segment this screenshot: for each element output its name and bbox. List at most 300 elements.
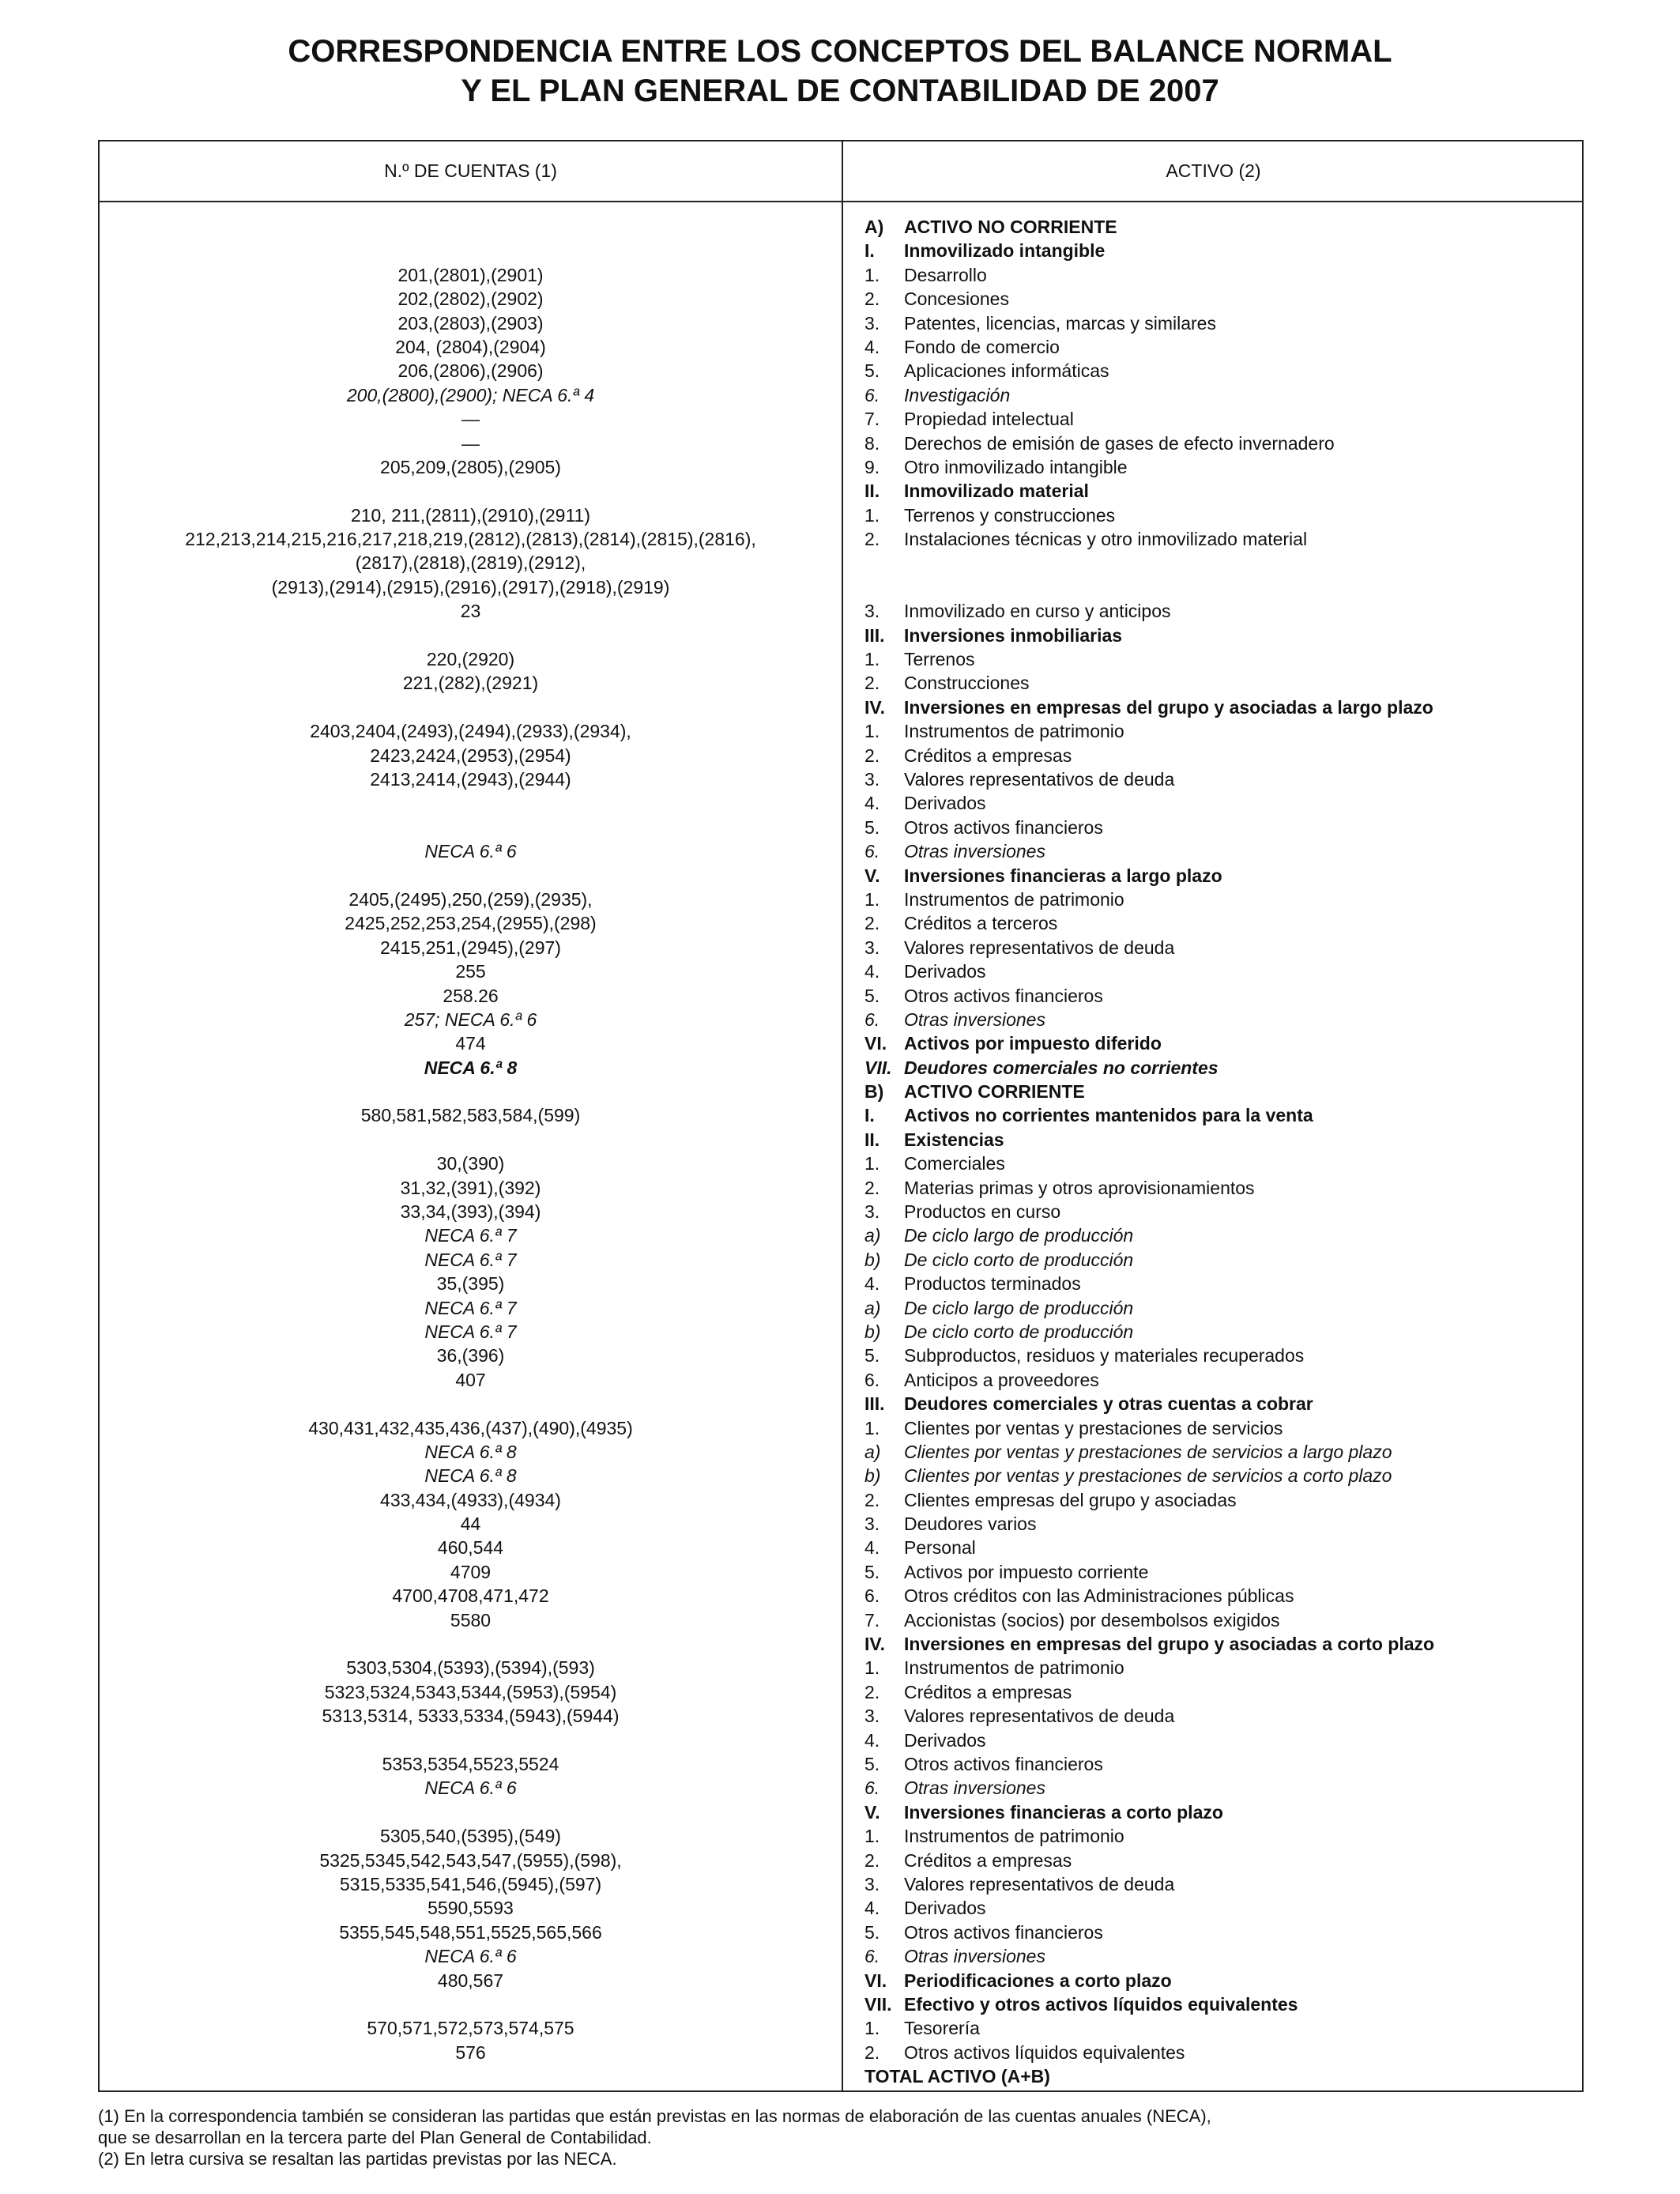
account-codes: — bbox=[461, 432, 480, 454]
item-label: Créditos a empresas bbox=[904, 1681, 1072, 1702]
footnote-line: que se desarrollan en la tercera parte del Plan General de Contabilidad. bbox=[98, 2128, 652, 2147]
table-row bbox=[100, 1632, 1582, 1656]
account-codes: 570,571,572,573,574,575 bbox=[367, 2018, 574, 2039]
table-row bbox=[100, 1512, 1582, 1536]
table-row bbox=[100, 1392, 1582, 1416]
table-row bbox=[100, 1103, 1582, 1127]
item-number: 1. bbox=[864, 504, 880, 526]
table-row bbox=[100, 1056, 1582, 1080]
item-label: ACTIVO CORRIENTE bbox=[904, 1081, 1085, 1103]
item-number: 8. bbox=[864, 432, 880, 454]
account-codes: 212,213,214,215,216,217,218,219,(2812),(2813),(2814),(2815),(2816), bbox=[185, 529, 756, 550]
table-row bbox=[100, 624, 1582, 647]
item-number: VII. bbox=[864, 1993, 892, 2015]
table-row bbox=[100, 1176, 1582, 1200]
table-row bbox=[100, 575, 1582, 599]
table-row bbox=[100, 383, 1582, 407]
account-codes: 33,34,(393),(394) bbox=[400, 1201, 541, 1223]
table-row bbox=[100, 1921, 1582, 1944]
accounts-column-header: N.º DE CUENTAS (1) bbox=[384, 160, 557, 181]
item-number: b) bbox=[864, 1465, 881, 1487]
item-number: 2. bbox=[864, 1849, 880, 1871]
item-label: Concesiones bbox=[904, 288, 1009, 310]
item-label: Aplicaciones informáticas bbox=[904, 360, 1109, 382]
table-row bbox=[100, 1416, 1582, 1440]
item-label: Desarrollo bbox=[904, 264, 987, 285]
account-codes: 433,434,(4933),(4934) bbox=[380, 1489, 561, 1510]
table-row bbox=[100, 1488, 1582, 1512]
total-label: TOTAL ACTIVO (A+B) bbox=[864, 2066, 1050, 2087]
table-row bbox=[100, 1560, 1582, 1584]
item-label: Tesorería bbox=[904, 2018, 980, 2039]
item-number: I. bbox=[864, 240, 875, 262]
table-row bbox=[100, 1296, 1582, 1320]
item-label: Otros activos financieros bbox=[904, 1754, 1103, 1774]
table-row bbox=[100, 503, 1582, 527]
item-number: 1. bbox=[864, 721, 880, 742]
account-codes: NECA 6.ª 7 bbox=[424, 1225, 517, 1246]
item-label: De ciclo largo de producción bbox=[904, 1297, 1134, 1318]
table-row bbox=[100, 1969, 1582, 1992]
item-label: Inversiones financieras a corto plazo bbox=[904, 1801, 1223, 1823]
account-codes: NECA 6.ª 7 bbox=[424, 1249, 517, 1270]
item-number: 6. bbox=[864, 841, 880, 862]
table-row bbox=[100, 599, 1582, 623]
item-number: 6. bbox=[864, 1777, 880, 1799]
item-number: 2. bbox=[864, 673, 880, 694]
item-label: Instrumentos de patrimonio bbox=[904, 1826, 1124, 1847]
item-label: Inversiones en empresas del grupo y asociadas a largo plazo bbox=[904, 696, 1433, 718]
table-row bbox=[100, 527, 1582, 551]
item-label: Inmovilizado material bbox=[904, 481, 1089, 502]
item-number: 1. bbox=[864, 264, 880, 285]
item-number: a) bbox=[864, 1225, 881, 1246]
item-number: B) bbox=[864, 1081, 884, 1103]
table-row bbox=[100, 1776, 1582, 1800]
table-row bbox=[100, 359, 1582, 383]
item-label: Derechos de emisión de gases de efecto invernadero bbox=[904, 432, 1335, 454]
item-number: 5. bbox=[864, 985, 880, 1006]
table-row bbox=[100, 1223, 1582, 1247]
item-label: Existencias bbox=[904, 1129, 1004, 1150]
account-codes: 2405,(2495),250,(259),(2935), bbox=[348, 888, 593, 910]
item-number: 5. bbox=[864, 816, 880, 838]
account-codes: 407 bbox=[455, 1369, 486, 1390]
item-number: a) bbox=[864, 1441, 881, 1462]
item-number: 2. bbox=[864, 1177, 880, 1198]
table-row bbox=[100, 479, 1582, 503]
account-codes: 4700,4708,471,472 bbox=[392, 1585, 549, 1607]
item-number: 3. bbox=[864, 1514, 880, 1535]
item-label: Otros activos financieros bbox=[904, 1921, 1103, 1943]
account-codes: 210, 211,(2811),(2910),(2911) bbox=[350, 504, 591, 526]
account-codes: 44 bbox=[460, 1514, 481, 1535]
item-label: Periodificaciones a corto plazo bbox=[904, 1970, 1172, 1991]
item-number: 2. bbox=[864, 745, 880, 766]
account-codes: (2913),(2914),(2915),(2916),(2917),(2918),(2919) bbox=[271, 576, 670, 598]
item-number: 2. bbox=[864, 1489, 880, 1510]
table-row bbox=[100, 2041, 1582, 2064]
item-label: ACTIVO NO CORRIENTE bbox=[904, 217, 1117, 237]
item-label: Activos no corrientes mantenidos para la venta bbox=[904, 1105, 1313, 1126]
item-label: Otro inmovilizado intangible bbox=[904, 456, 1128, 477]
table-row bbox=[100, 1944, 1582, 1968]
item-number: 6. bbox=[864, 1585, 880, 1607]
table-row bbox=[100, 791, 1582, 815]
page-title bbox=[0, 32, 1680, 111]
item-number: 7. bbox=[864, 409, 880, 430]
table-row bbox=[100, 311, 1582, 335]
table-row bbox=[100, 432, 1582, 455]
table-row bbox=[100, 647, 1582, 671]
item-label: Otros créditos con las Administraciones públicas bbox=[904, 1585, 1294, 1607]
item-number: 1. bbox=[864, 2018, 880, 2039]
account-codes: 2403,2404,(2493),(2494),(2933),(2934), bbox=[310, 721, 631, 742]
account-codes: 221,(282),(2921) bbox=[402, 673, 539, 694]
item-label: Comerciales bbox=[904, 1153, 1005, 1174]
table-row bbox=[100, 1728, 1582, 1752]
table-row bbox=[100, 263, 1582, 287]
total-row bbox=[100, 2064, 1582, 2088]
item-number: 4. bbox=[864, 961, 880, 982]
account-codes: 430,431,432,435,436,(437),(490),(4935) bbox=[308, 1417, 633, 1438]
account-codes: NECA 6.ª 7 bbox=[424, 1297, 517, 1318]
item-number: 2. bbox=[864, 288, 880, 310]
table-row bbox=[100, 936, 1582, 959]
item-label: Propiedad intelectual bbox=[904, 409, 1074, 430]
table-row bbox=[100, 1656, 1582, 1679]
table-row bbox=[100, 1344, 1582, 1367]
table-row bbox=[100, 1440, 1582, 1464]
account-codes: 206,(2806),(2906) bbox=[397, 360, 544, 382]
footnote-line: (2) En letra cursiva se resaltan las partidas previstas por las NECA. bbox=[98, 2149, 617, 2169]
header-divider bbox=[100, 201, 1582, 202]
table-row bbox=[100, 1992, 1582, 2016]
item-number: 2. bbox=[864, 913, 880, 934]
account-codes: NECA 6.ª 6 bbox=[424, 1946, 517, 1967]
table-row bbox=[100, 1368, 1582, 1392]
item-number: 9. bbox=[864, 456, 880, 477]
account-codes: 2425,252,253,254,(2955),(298) bbox=[345, 913, 597, 934]
item-label: Deudores varios bbox=[904, 1514, 1037, 1535]
table-row bbox=[100, 1680, 1582, 1704]
account-codes: 2415,251,(2945),(297) bbox=[380, 937, 561, 958]
item-number: 1. bbox=[864, 1153, 880, 1174]
item-label: De ciclo corto de producción bbox=[904, 1321, 1134, 1342]
account-codes: 5303,5304,(5393),(5394),(593) bbox=[346, 1657, 595, 1679]
table-row bbox=[100, 1704, 1582, 1728]
item-number: III. bbox=[864, 624, 885, 646]
item-label: De ciclo largo de producción bbox=[904, 1225, 1134, 1246]
item-number: 6. bbox=[864, 384, 880, 405]
item-number: 5. bbox=[864, 1345, 880, 1367]
account-codes: 204, (2804),(2904) bbox=[395, 336, 546, 357]
item-number: 4. bbox=[864, 336, 880, 357]
table-row bbox=[100, 1248, 1582, 1272]
account-codes: NECA 6.ª 8 bbox=[424, 1441, 517, 1462]
account-codes: 31,32,(391),(392) bbox=[400, 1177, 541, 1198]
account-codes: 5325,5345,542,543,547,(5955),(598), bbox=[319, 1849, 622, 1871]
table-body bbox=[100, 215, 1582, 2088]
table-row bbox=[100, 1200, 1582, 1223]
item-label: De ciclo corto de producción bbox=[904, 1249, 1134, 1270]
item-number: II. bbox=[864, 481, 880, 502]
item-number: IV. bbox=[864, 1634, 886, 1655]
account-codes: 202,(2802),(2902) bbox=[397, 288, 544, 310]
item-label: Créditos a empresas bbox=[904, 745, 1072, 766]
item-label: Valores representativos de deuda bbox=[904, 937, 1175, 958]
title-line-1: CORRESPONDENCIA ENTRE LOS CONCEPTOS DEL BALANCE NORMAL bbox=[288, 34, 1392, 69]
item-number: VI. bbox=[864, 1033, 887, 1054]
item-number: 2. bbox=[864, 529, 880, 550]
item-number: 4. bbox=[864, 793, 880, 814]
table-row bbox=[100, 215, 1582, 239]
item-label: Otros activos líquidos equivalentes bbox=[904, 2041, 1185, 2063]
table-row bbox=[100, 335, 1582, 359]
item-label: Otras inversiones bbox=[904, 1008, 1045, 1030]
item-label: Derivados bbox=[904, 961, 986, 982]
item-label: Otras inversiones bbox=[904, 841, 1045, 862]
item-number: 1. bbox=[864, 1826, 880, 1847]
item-label: Clientes por ventas y prestaciones de servicios bbox=[904, 1417, 1283, 1438]
item-label: Inversiones financieras a largo plazo bbox=[904, 865, 1222, 886]
item-number: 4. bbox=[864, 1273, 880, 1295]
table-row bbox=[100, 1536, 1582, 1559]
table-row bbox=[100, 1608, 1582, 1632]
item-label: Subproductos, residuos y materiales recuperados bbox=[904, 1345, 1305, 1367]
account-codes: (2817),(2818),(2819),(2912), bbox=[355, 552, 586, 574]
item-number: 4. bbox=[864, 1537, 880, 1559]
table-row bbox=[100, 744, 1582, 767]
item-label: Clientes por ventas y prestaciones de servicios a largo plazo bbox=[904, 1441, 1392, 1462]
item-label: Inmovilizado intangible bbox=[904, 240, 1106, 262]
item-number: b) bbox=[864, 1249, 881, 1270]
item-number: 3. bbox=[864, 768, 880, 790]
item-number: 2. bbox=[864, 2041, 880, 2063]
item-label: Derivados bbox=[904, 1898, 986, 1919]
item-label: Deudores comerciales y otras cuentas a cobrar bbox=[904, 1393, 1313, 1415]
account-codes: 201,(2801),(2901) bbox=[397, 264, 544, 285]
item-number: V. bbox=[864, 865, 880, 886]
item-number: b) bbox=[864, 1321, 881, 1342]
table-row bbox=[100, 1152, 1582, 1175]
item-number: 2. bbox=[864, 1681, 880, 1702]
table-row bbox=[100, 1320, 1582, 1344]
item-label: Activos por impuesto diferido bbox=[904, 1033, 1162, 1054]
item-number: V. bbox=[864, 1801, 880, 1823]
item-label: Activos por impuesto corriente bbox=[904, 1561, 1149, 1582]
table-row bbox=[100, 287, 1582, 311]
item-number: 6. bbox=[864, 1946, 880, 1967]
item-label: Terrenos bbox=[904, 649, 975, 670]
footnotes bbox=[98, 2105, 1584, 2169]
title-line-2: Y EL PLAN GENERAL DE CONTABILIDAD DE 2007 bbox=[461, 74, 1219, 108]
item-label: Instrumentos de patrimonio bbox=[904, 721, 1124, 742]
item-label: Valores representativos de deuda bbox=[904, 1873, 1175, 1894]
table-row bbox=[100, 959, 1582, 983]
item-label: Efectivo y otros activos líquidos equivalentes bbox=[904, 1993, 1298, 2015]
item-number: VI. bbox=[864, 1970, 887, 1991]
item-label: Clientes empresas del grupo y asociadas bbox=[904, 1489, 1237, 1510]
table-row bbox=[100, 1800, 1582, 1824]
item-number: 4. bbox=[864, 1729, 880, 1751]
table-row bbox=[100, 2016, 1582, 2040]
table-row bbox=[100, 1080, 1582, 1103]
item-number: 3. bbox=[864, 312, 880, 334]
item-number: a) bbox=[864, 1297, 881, 1318]
item-number: I. bbox=[864, 1105, 875, 1126]
item-number: 5. bbox=[864, 360, 880, 382]
account-codes: — bbox=[461, 409, 480, 430]
item-number: 7. bbox=[864, 1609, 880, 1630]
item-number: 4. bbox=[864, 1898, 880, 1919]
account-codes: 258.26 bbox=[443, 985, 499, 1006]
item-number: VII. bbox=[864, 1057, 892, 1078]
item-label: Materias primas y otros aprovisionamientos bbox=[904, 1177, 1255, 1198]
account-codes: 203,(2803),(2903) bbox=[397, 312, 544, 334]
item-number: IV. bbox=[864, 696, 886, 718]
item-label: Instrumentos de patrimonio bbox=[904, 1657, 1124, 1679]
table-row bbox=[100, 1128, 1582, 1152]
account-codes: 5313,5314, 5333,5334,(5943),(5944) bbox=[322, 1706, 620, 1727]
item-number: 3. bbox=[864, 1706, 880, 1727]
table-row bbox=[100, 719, 1582, 743]
item-label: Clientes por ventas y prestaciones de servicios a corto plazo bbox=[904, 1465, 1392, 1487]
item-label: Productos terminados bbox=[904, 1273, 1081, 1295]
item-label: Otros activos financieros bbox=[904, 816, 1103, 838]
item-number: 5. bbox=[864, 1921, 880, 1943]
item-label: Derivados bbox=[904, 1729, 986, 1751]
account-codes: 5355,545,548,551,5525,565,566 bbox=[339, 1921, 602, 1943]
item-label: Accionistas (socios) por desembolsos exigidos bbox=[904, 1609, 1280, 1630]
item-label: Otras inversiones bbox=[904, 1946, 1045, 1967]
item-number: 6. bbox=[864, 1008, 880, 1030]
account-codes: 255 bbox=[455, 961, 486, 982]
account-codes: 480,567 bbox=[437, 1970, 504, 1991]
item-number: III. bbox=[864, 1393, 885, 1415]
account-codes: NECA 6.ª 8 bbox=[424, 1057, 518, 1078]
account-codes: 30,(390) bbox=[436, 1153, 505, 1174]
table-row bbox=[100, 696, 1582, 719]
account-codes: 5323,5324,5343,5344,(5953),(5954) bbox=[324, 1681, 617, 1702]
table-row bbox=[100, 1849, 1582, 1872]
account-codes: 205,209,(2805),(2905) bbox=[380, 456, 561, 477]
table-row bbox=[100, 1008, 1582, 1031]
table-row bbox=[100, 1464, 1582, 1487]
account-codes: 474 bbox=[455, 1033, 486, 1054]
table-row bbox=[100, 1272, 1582, 1295]
account-codes: 36,(396) bbox=[436, 1345, 505, 1367]
table-row bbox=[100, 767, 1582, 791]
item-label: Otros activos financieros bbox=[904, 985, 1103, 1006]
item-number: 3. bbox=[864, 1873, 880, 1894]
table-row bbox=[100, 1824, 1582, 1848]
item-label: Personal bbox=[904, 1537, 976, 1559]
account-codes: 23 bbox=[460, 601, 481, 622]
account-codes: 35,(395) bbox=[436, 1273, 505, 1295]
item-number: II. bbox=[864, 1129, 880, 1150]
table-row bbox=[100, 1896, 1582, 1920]
account-codes: NECA 6.ª 6 bbox=[424, 841, 517, 862]
item-number: 1. bbox=[864, 649, 880, 670]
item-number: A) bbox=[864, 217, 884, 237]
item-number: 6. bbox=[864, 1369, 880, 1390]
account-codes: 576 bbox=[455, 2041, 486, 2063]
table-row bbox=[100, 1584, 1582, 1608]
item-number: 1. bbox=[864, 888, 880, 910]
item-label: Valores representativos de deuda bbox=[904, 768, 1175, 790]
item-label: Otras inversiones bbox=[904, 1777, 1045, 1799]
item-number: 5. bbox=[864, 1561, 880, 1582]
table-row bbox=[100, 671, 1582, 695]
account-codes: 5315,5335,541,546,(5945),(597) bbox=[339, 1873, 602, 1894]
account-codes: 5580 bbox=[450, 1609, 492, 1630]
table-row bbox=[100, 1752, 1582, 1776]
correspondence-table bbox=[98, 140, 1584, 2092]
table-row bbox=[100, 551, 1582, 575]
table-row bbox=[100, 984, 1582, 1008]
table-row bbox=[100, 1031, 1582, 1055]
item-label: Patentes, licencias, marcas y similares bbox=[904, 312, 1216, 334]
item-label: Créditos a empresas bbox=[904, 1849, 1072, 1871]
account-codes: 5590,5593 bbox=[428, 1898, 514, 1919]
footnote-line: (1) En la correspondencia también se consideran las partidas que están previstas en las normas de elaboración de las cuentas anuales (NECA), bbox=[98, 2106, 1211, 2126]
account-codes: 257; NECA 6.ª 6 bbox=[404, 1008, 537, 1030]
account-codes: 4709 bbox=[450, 1561, 492, 1582]
table-row bbox=[100, 455, 1582, 479]
item-number: 5. bbox=[864, 1754, 880, 1774]
item-label: Productos en curso bbox=[904, 1201, 1061, 1223]
table-row bbox=[100, 839, 1582, 863]
item-label: Anticipos a proveedores bbox=[904, 1369, 1099, 1390]
item-label: Inversiones en empresas del grupo y asociadas a corto plazo bbox=[904, 1634, 1435, 1655]
item-label: Inversiones inmobiliarias bbox=[904, 624, 1123, 646]
item-number: 3. bbox=[864, 1201, 880, 1223]
account-codes: 2423,2424,(2953),(2954) bbox=[370, 745, 571, 766]
item-number: 1. bbox=[864, 1657, 880, 1679]
account-codes: NECA 6.ª 6 bbox=[424, 1777, 517, 1799]
table-row bbox=[100, 1872, 1582, 1896]
item-label: Terrenos y construcciones bbox=[904, 504, 1116, 526]
account-codes: NECA 6.ª 8 bbox=[424, 1465, 517, 1487]
item-number: 3. bbox=[864, 937, 880, 958]
table-row bbox=[100, 888, 1582, 911]
item-label: Valores representativos de deuda bbox=[904, 1706, 1175, 1727]
item-label: Inmovilizado en curso y anticipos bbox=[904, 601, 1171, 622]
account-codes: 460,544 bbox=[437, 1537, 504, 1559]
table-row bbox=[100, 911, 1582, 935]
item-label: Deudores comerciales no corrientes bbox=[904, 1057, 1219, 1078]
item-label: Investigación bbox=[904, 384, 1011, 405]
item-label: Construcciones bbox=[904, 673, 1030, 694]
item-number: 3. bbox=[864, 601, 880, 622]
item-label: Instalaciones técnicas y otro inmovilizado material bbox=[904, 529, 1308, 550]
item-label: Derivados bbox=[904, 793, 986, 814]
account-codes: 220,(2920) bbox=[426, 649, 515, 670]
account-codes: 5305,540,(5395),(549) bbox=[380, 1826, 561, 1847]
item-label: Instrumentos de patrimonio bbox=[904, 888, 1124, 910]
table-row bbox=[100, 407, 1582, 431]
item-label: Créditos a terceros bbox=[904, 913, 1058, 934]
item-label: Fondo de comercio bbox=[904, 336, 1060, 357]
account-codes: 5353,5354,5523,5524 bbox=[382, 1754, 559, 1774]
account-codes: 200,(2800),(2900); NECA 6.ª 4 bbox=[346, 384, 595, 405]
account-codes: 2413,2414,(2943),(2944) bbox=[370, 768, 571, 790]
assets-column-header: ACTIVO (2) bbox=[1166, 160, 1261, 181]
item-number: 1. bbox=[864, 1417, 880, 1438]
table-row bbox=[100, 239, 1582, 262]
account-codes: 580,581,582,583,584,(599) bbox=[360, 1105, 581, 1126]
